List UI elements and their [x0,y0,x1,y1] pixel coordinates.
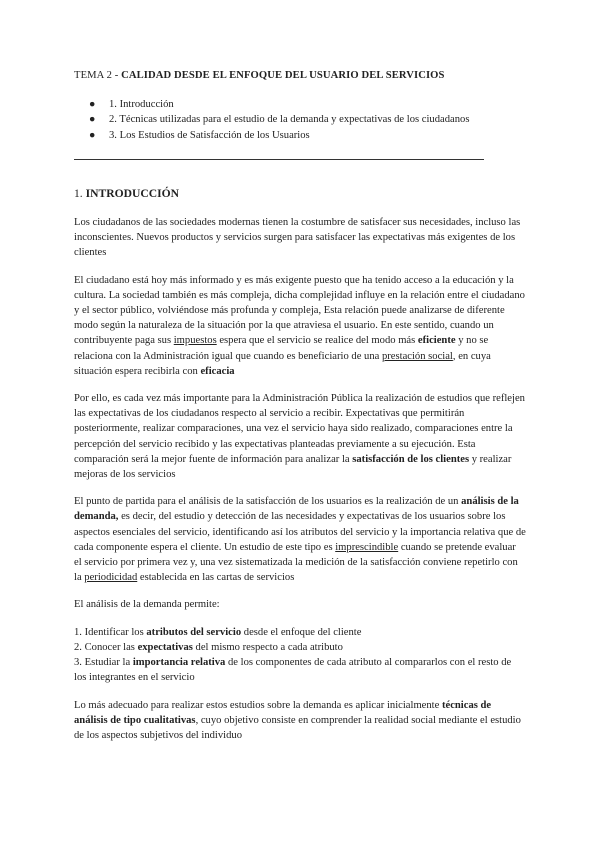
table-of-contents [74,97,526,143]
text-run: establecida en las cartas de servicios [137,572,295,584]
text-run: y realizar mejoras de los servicios [74,453,512,481]
text-run: de los componentes de cada atributo al compararlos con el resto de los integrantes en el servicio [74,657,512,684]
bold-term: importancia relativa [132,657,226,669]
underlined-term: prestación social [381,350,453,362]
bullet-icon: ● [89,99,96,111]
toc-item-label: 2. Técnicas utilizadas para el estudio de la demanda y expectativas de los ciudadanos [109,114,470,126]
horizontal-divider [74,159,484,160]
paragraph-1: Los ciudadanos de las sociedades modernas tienen la costumbre de satisfacer sus necesidades, incluso las inconscientes. Nuevos productos y servicios surgen para satisfacer las expectativas más exigentes de los clientes [74,217,521,259]
bold-term: eficiente [417,335,456,347]
bold-term: expectativas [137,641,193,653]
text-run: espera que el servicio se realice del modo más [216,335,418,347]
text-run: y no se relaciona con la Administración igual que cuando es beneficiario de una [74,335,489,362]
text-run: cuando se pretende evaluar el servicio por primera vez y, una vez sistematizada la medición de la satisfacción conviene repetirlo con la [74,541,518,584]
bold-term: atributos del servicio [146,626,242,638]
text-run: es decir, del estudio y detección de las necesidades y expectativas de los usuarios sobre los aspectos esenciales del servicio, identificando así los atributos del servicio y la importancia relativa que de cada componente espera el cliente. Un estudio de este tipo es [74,511,526,553]
section-heading [74,186,526,201]
text-run: 1. Identificar los [74,626,147,638]
bold-term: satisfacción de los clientes [352,453,470,465]
bullet-icon: ● [89,114,96,126]
section-title: INTRODUCCIÓN [85,186,179,200]
underlined-term: imprescindible [335,541,399,553]
toc-item-label: 3. Los Estudios de Satisfacción de los Usuarios [109,129,310,141]
paragraph-5: El análisis de la demanda permite: [74,599,220,611]
text-run: El ciudadano está hoy más informado y es más exigente puesto que ha tenido acceso a la educación y la cultura. La sociedad también es más compleja, dicha complejidad influye en la relación entre el ciudadano y el sector público, volviéndose más profunda y compleja, Esta relación puede analizarse de diferente modo según la naturaleza de la situación por la que atraviesa el usuario. En este sentido, cuando un contribuyente paga sus [74,274,525,347]
section-number: 1. [74,186,86,200]
title-text: CALIDAD DESDE EL ENFOQUE DEL USUARIO DEL SERVICIOS [121,70,445,81]
toc-item [89,128,526,143]
toc-item-label: 1. Introducción [109,99,174,111]
text-run: El punto de partida para el análisis de la satisfacción de los usuarios es la realización de un [74,496,462,508]
title-prefix: TEMA 2 - [74,70,122,81]
list-item [74,640,526,655]
text-run: desde el enfoque del cliente [241,626,362,638]
bullet-icon: ● [89,129,96,141]
toc-item [89,112,526,127]
list-item [74,625,526,640]
bold-term: técnicas de análisis de tipo cualitativas [74,699,492,726]
bold-term: eficacia [200,365,235,377]
text-run: 3. Estudiar la [74,657,133,669]
bold-term: análisis de la demanda, [74,496,519,523]
paragraph-4 [74,494,526,585]
text-run: , en cuya situación espera recibirla con [74,350,491,377]
text-run: 2. Conocer las [74,641,138,653]
paragraph-2 [74,273,526,379]
paragraph-3 [74,391,526,482]
document-title [74,68,526,83]
numbered-list [74,625,526,686]
underlined-term: impuestos [173,335,217,347]
list-item [74,655,526,685]
underlined-term: periodicidad [84,572,138,584]
text-run: , cuyo objetivo consiste en comprender la realidad social mediante el estudio de los aspectos subjetivos del individuo [74,714,521,741]
text-run: del mismo respecto a cada atributo [192,641,343,653]
text-run: Por ello, es cada vez más importante para la Administración Pública la realización de estudios que reflejen las expectativas de los ciudadanos respecto al servicio a recibir. Expectativas que permitirán posteriormente, realizar comparaciones, una vez el servicio haya sido realizado, comparaciones entre la percepción del servicio recibido y las expectativas planteadas previamente a su ejecución. Esta comparación será la mejor fuente de información para analizar la [74,393,525,465]
toc-item [89,97,526,112]
paragraph-6 [74,698,526,744]
document-page [74,68,526,743]
text-run: Lo más adecuado para realizar estos estudios sobre la demanda es aplicar inicialmente [74,699,442,711]
